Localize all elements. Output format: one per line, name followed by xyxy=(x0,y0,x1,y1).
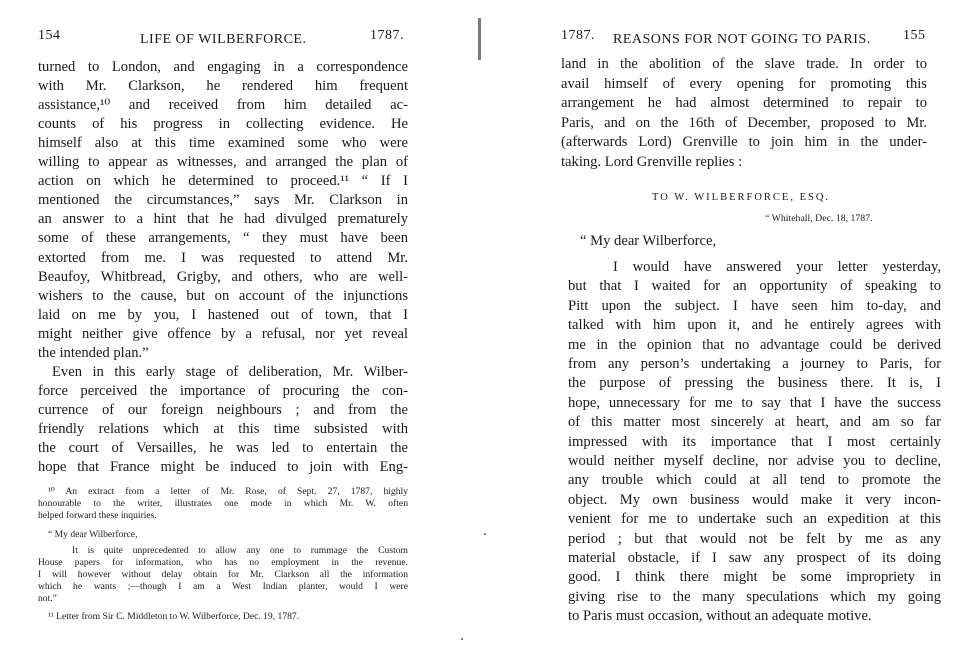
letter-line: talked with him upon it, and he entirely agrees with xyxy=(568,317,941,334)
text-line: hope that France might be induced to join with Eng- xyxy=(38,459,408,476)
running-title: REASONS FOR NOT GOING TO PARIS. xyxy=(613,32,871,47)
header-year: 1787. xyxy=(561,28,595,43)
letter-line: of this matter most sincerely at heart, and am so far xyxy=(568,414,941,431)
header-year: 1787. xyxy=(370,28,404,43)
text-line: taking. Lord Grenville replies : xyxy=(561,154,743,170)
right-page xyxy=(490,0,980,661)
footnote-line: It is quite unprecedented to allow any one to rummage the Custom xyxy=(72,545,408,556)
letter-line: but that I waited for an opportunity of speaking to xyxy=(568,278,941,295)
footnote-line: ¹¹ Letter from Sir C. Middleton to W. Wilberforce, Dec. 19, 1787. xyxy=(48,611,300,622)
text-line: arrangement he had almost determined to repair to xyxy=(561,95,927,112)
letter-line: Pitt upon the subject. I have seen him to-day, and xyxy=(568,297,941,314)
text-line: extorted from me. I was requested to attend Mr. xyxy=(38,249,408,266)
letter-line: I would have answered your letter yesterday, xyxy=(613,259,941,275)
text-line: himself also at this time examined some who were xyxy=(38,135,408,152)
letter-line: hope, unnecessary for me to say that I have the success xyxy=(568,394,941,411)
footnote-line: which he wants ;—though I am a West Indian planter, would I were xyxy=(38,581,408,592)
footnote-line: honourable to the writer, illustrates one mode in which Mr. W. often xyxy=(38,498,408,509)
text-line: laid on me by you, I hastened out of town, that I xyxy=(38,306,408,323)
text-line: turned to London, and engaging in a correspondence xyxy=(38,59,408,75)
letter-line: period ; but that would not be felt by me as any xyxy=(568,530,941,547)
scan-speck xyxy=(484,533,486,535)
text-line: an answer to a hint that he had divulged prematurely xyxy=(38,211,408,228)
letter-line: material obstacle, if I saw any prospect of its doing xyxy=(568,550,941,566)
text-line: the court of Versailles, he was led to entertain the xyxy=(38,440,408,456)
letter-heading: TO W. WILBERFORCE, ESQ. xyxy=(652,192,831,203)
running-title: LIFE OF WILBERFORCE. xyxy=(140,32,307,47)
left-page xyxy=(0,0,470,661)
footnote-line: not.” xyxy=(38,593,57,604)
text-line: assistance,¹⁰ and received from him detailed ac- xyxy=(38,97,408,114)
text-line: mentioned the circumstances,” says Mr. Clarkson in xyxy=(38,192,408,209)
text-line: wishers to the cause, but on account of the injunctions xyxy=(38,287,408,304)
text-line: action on which he determined to proceed.¹¹ “ If I xyxy=(38,173,408,190)
footnote-line: helped forward these inquiries. xyxy=(38,510,157,521)
text-line: counts of his progress in collecting evidence. He xyxy=(38,116,408,133)
letter-dateline: “ Whitehall, Dec. 18, 1787. xyxy=(765,213,873,224)
text-line: with Mr. Clarkson, he rendered him frequent xyxy=(38,78,408,95)
footnote-line: I will however without delay obtain for Mr. Clarkson all the information xyxy=(38,569,408,580)
book-gutter xyxy=(478,18,481,60)
letter-line: giving rise to the many speculations which my going xyxy=(568,588,941,605)
text-line: Beaufoy, Whitbread, Grigby, and others, who are well- xyxy=(38,268,408,285)
text-line: willing to appear as witnesses, and arranged the plan of xyxy=(38,154,408,171)
footnote-line: ¹⁰ An extract from a letter of Mr. Rose, of Sept. 27, 1787, highly xyxy=(48,486,408,497)
text-line: some of these arrangements, “ they must have been xyxy=(38,230,408,247)
text-line: avail himself of every opening for promoting this xyxy=(561,75,927,92)
letter-salutation: “ My dear Wilberforce, xyxy=(580,233,717,249)
letter-line: me in the opinion that no advantage could be derived xyxy=(568,336,941,353)
letter-line: good. I think there might be some impropriety in xyxy=(568,569,941,586)
letter-line: object. My own business would make it very incon- xyxy=(568,491,941,508)
text-line: the intended plan.” xyxy=(38,344,149,361)
text-line: currence of our foreign neighbours ; and from the xyxy=(38,401,408,418)
page-number: 155 xyxy=(903,28,926,43)
letter-line: any trouble which could at all tend to promote the xyxy=(568,472,941,489)
text-line: (afterwards Lord) Grenville to join him in the under- xyxy=(561,134,927,151)
text-line: might neither give offence by a refusal, nor yet reveal xyxy=(38,325,408,342)
page-number: 154 xyxy=(38,28,61,43)
footnote-line: “ My dear Wilberforce, xyxy=(48,529,138,540)
text-line: Even in this early stage of deliberation, Mr. Wilber- xyxy=(52,363,408,380)
text-line: Paris, and on the 16th of December, proposed to Mr. xyxy=(561,114,927,131)
text-line: land in the abolition of the slave trade. In order to xyxy=(561,56,927,72)
letter-line: impressed with its importance that I most certainly xyxy=(568,433,941,450)
footnote-line: House papers for information, who has no employment in the revenue. xyxy=(38,557,408,568)
text-line: force perceived the importance of procuring the con- xyxy=(38,382,408,399)
letter-line: would neither myself decline, nor advise you to decline, xyxy=(568,453,941,469)
letter-line: from any person’s undertaking a journey to Paris, for xyxy=(568,356,941,372)
text-line: friendly relations which at this time subsisted with xyxy=(38,420,408,437)
letter-line: the purpose of pressing the business there. It is, I xyxy=(568,375,941,392)
letter-line: venient for me to undertake such an expedition at this xyxy=(568,511,941,528)
letter-line: to Paris must occasion, without an adequate motive. xyxy=(568,608,872,625)
